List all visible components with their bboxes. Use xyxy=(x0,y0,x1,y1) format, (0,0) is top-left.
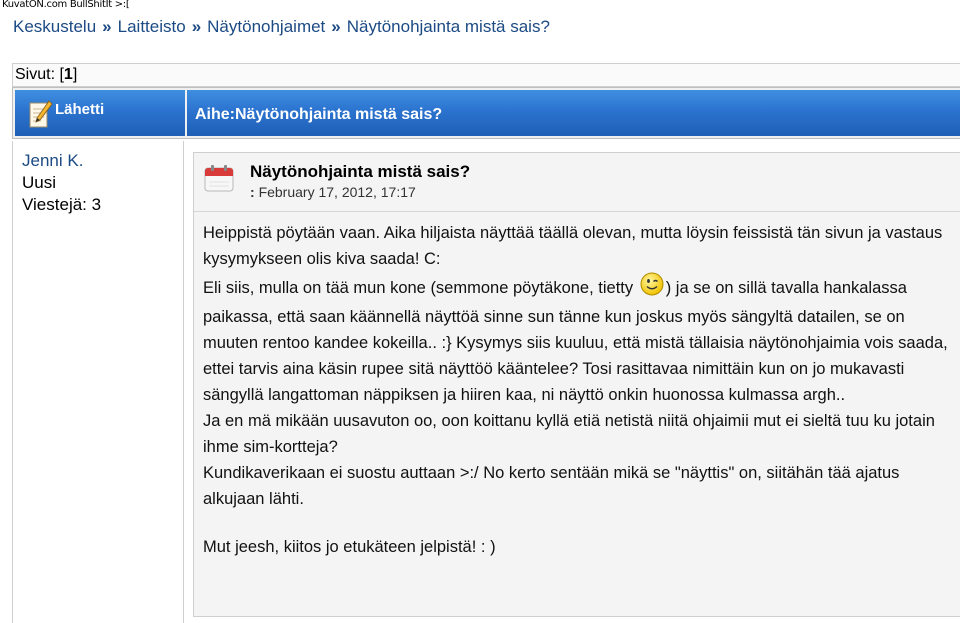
notepad-pencil-icon xyxy=(29,99,53,133)
post-paragraph: Heippistä pöytään vaan. Aika hiljaista näyttää täällä olevan, mutta löysin feissistä tän sivun ja vastaus kysymykseen olis kiva saada! C: xyxy=(203,224,943,268)
post-header xyxy=(194,153,960,212)
pagination-current-page: 1 xyxy=(63,66,73,83)
author-name-link[interactable]: Jenni K. xyxy=(22,151,84,170)
author-column-header xyxy=(15,90,185,136)
breadcrumb-separator: » xyxy=(331,17,341,36)
breadcrumb-separator: » xyxy=(191,17,202,36)
post-box xyxy=(193,152,960,617)
breadcrumb-link-forum[interactable]: Keskustelu xyxy=(13,17,97,36)
post-text: ) ja se on sillä tavalla hankalassa paikassa, että saan käännellä näyttöä sinne sun tänne kun joskus myös sängyltä datailen, se on muuten rentoo kandee kokeilla.. :} Kysymys siis kuuluu, että mistä tällaisia näytönohjaimia vois saada, ettei tarvis aina käsin rupee sitä näyttöö kääntelee? Tosi rasittavaa nimittäin kun on jo mukavasti sängyllä langattoman näppiksen ja hiiren kaa, ni näyttö onkin huonossa kulmassa argh.. xyxy=(203,279,948,404)
breadcrumb-link-graphics-cards[interactable]: Näytönohjaimet xyxy=(207,17,326,36)
breadcrumb-link-hardware[interactable]: Laitteisto xyxy=(117,17,186,36)
author-column-label: Lähetti xyxy=(55,101,105,118)
paragraph-spacer xyxy=(203,512,955,534)
post-area xyxy=(186,141,960,623)
pagination-open-bracket: [ xyxy=(59,66,64,83)
subject-column-header xyxy=(187,90,960,136)
post-date-prefix: : xyxy=(250,184,255,200)
author-rank: Uusi xyxy=(22,173,57,192)
post-text: Eli siis, mulla on tää mun kone (semmone pöytäkone, tietty xyxy=(203,279,634,297)
post-paragraph xyxy=(203,272,955,408)
breadcrumb-separator: » xyxy=(102,17,112,36)
post-paragraph: Kundikaverikaan ei suostu auttaan >:/ No kerto sentään mikä se "näyttis" on, siitähän tää ajatus alkujaan lähti. xyxy=(203,464,900,508)
post-body xyxy=(203,220,955,560)
breadcrumb xyxy=(13,17,550,37)
post-paragraph: Mut jeesh, kiitos jo etukäteen jelpistä! : ) xyxy=(203,538,496,556)
pagination-close-bracket: ] xyxy=(72,66,78,83)
watermark-text: KuvatON.com BullShitIt >:[ xyxy=(2,0,130,10)
post-date-value: February 17, 2012, 17:17 xyxy=(258,184,416,200)
topic-table-header xyxy=(12,87,960,139)
post-paragraph: Ja en mä mikään uusavuton oo, oon koittanu kyllä etiä netistä niitä ohjaimii mut ei sieltä tuu ku jotain ihme sim-kortteja? xyxy=(203,412,935,456)
author-post-count: Viestejä: 3 xyxy=(22,195,102,214)
post-date xyxy=(250,184,416,200)
breadcrumb-link-topic[interactable]: Näytönohjainta mistä sais? xyxy=(346,17,550,36)
post-title-link[interactable]: Näytönohjainta mistä sais? xyxy=(250,162,471,181)
wink-smiley-icon xyxy=(640,272,664,304)
calendar-icon xyxy=(204,163,234,198)
subject-column-label: Aihe:Näytönohjainta mistä sais? xyxy=(195,106,443,123)
pagination-bar xyxy=(12,63,960,87)
pagination-label: Sivut: xyxy=(15,66,56,83)
author-panel xyxy=(12,141,184,623)
